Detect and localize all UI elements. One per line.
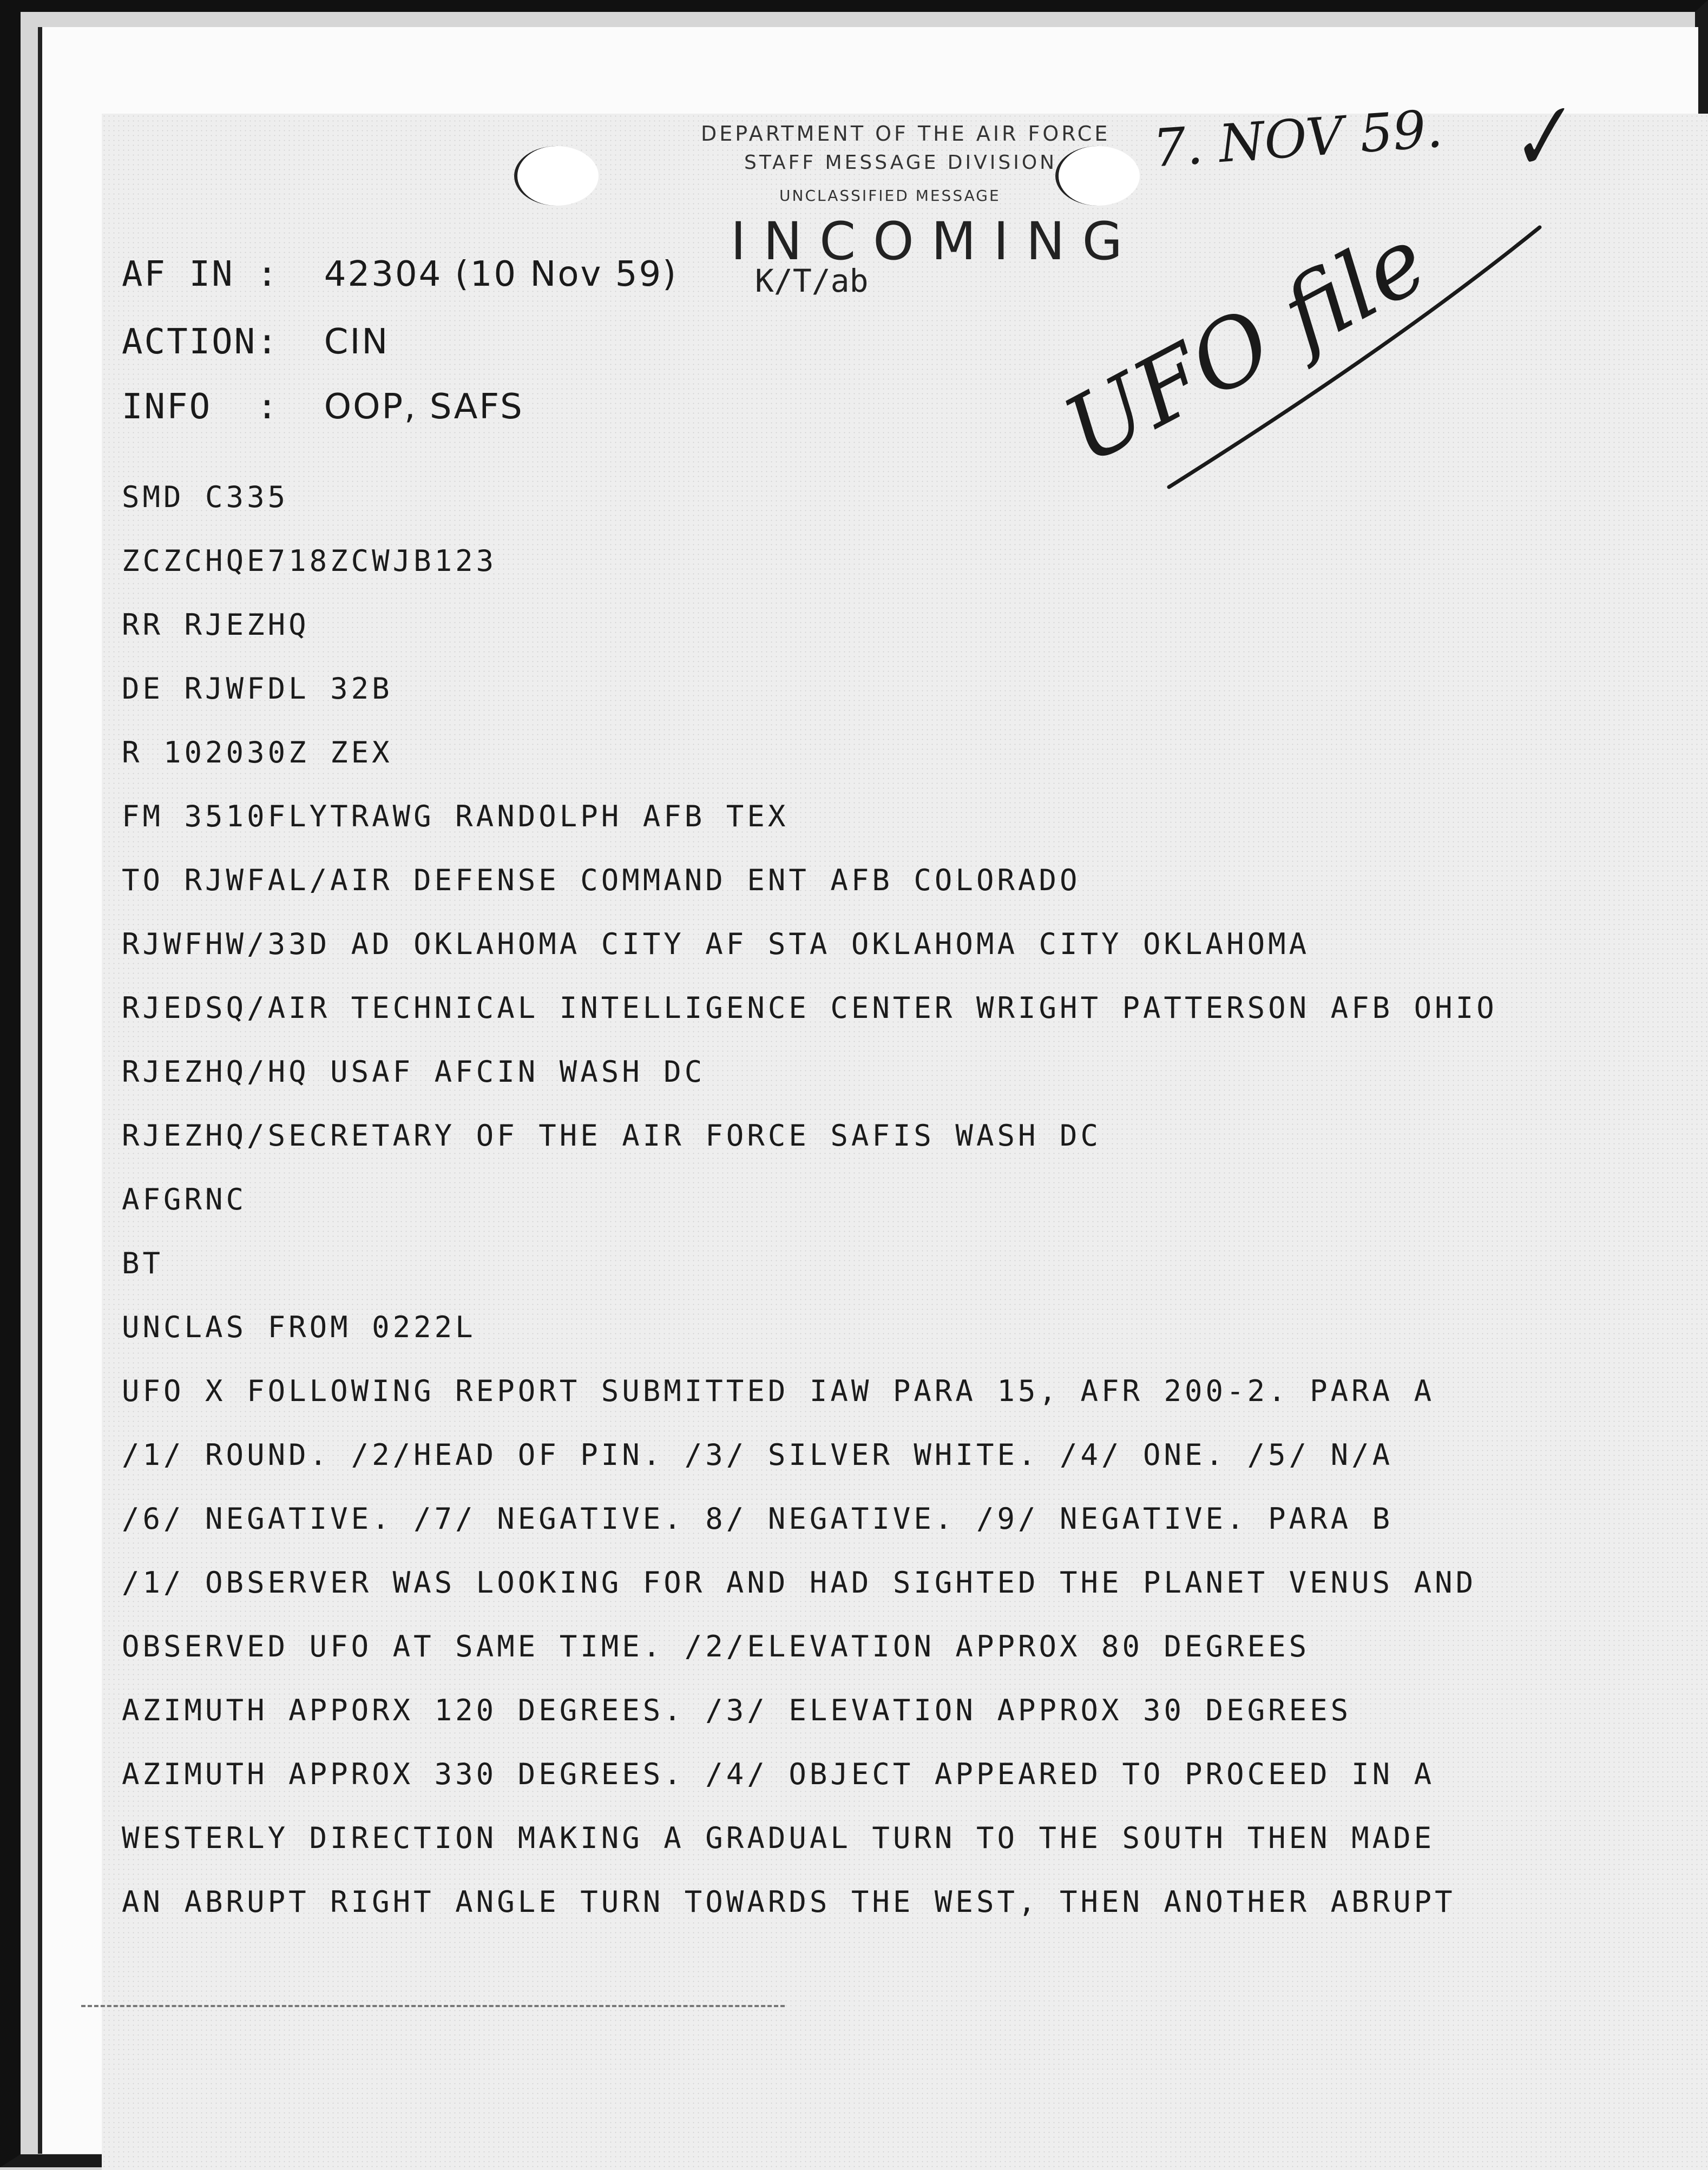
message-line: WESTERLY DIRECTION MAKING A GRADUAL TURN TO THE SOUTH THEN MADE <box>122 1821 1435 1855</box>
af-in-value: 42304 (10 Nov 59) <box>324 254 678 294</box>
incoming-stamp: INCOMING <box>731 211 1140 272</box>
handwritten-slash-line <box>1137 216 1548 498</box>
action-row <box>122 322 389 362</box>
af-in-label: AF IN : <box>122 254 279 294</box>
message-line: RJEZHQ/SECRETARY OF THE AIR FORCE SAFIS WASH DC <box>122 1119 1102 1153</box>
message-line: UFO X FOLLOWING REPORT SUBMITTED IAW PARA 15, AFR 200-2. PARA A <box>122 1374 1435 1408</box>
message-line: AZIMUTH APPORX 120 DEGREES. /3/ ELEVATION APPROX 30 DEGREES <box>122 1693 1352 1727</box>
message-line: BT <box>122 1246 164 1280</box>
message-line: /1/ OBSERVER WAS LOOKING FOR AND HAD SIGHTED THE PLANET VENUS AND <box>122 1566 1477 1600</box>
message-line: OBSERVED UFO AT SAME TIME. /2/ELEVATION APPROX 80 DEGREES <box>122 1629 1310 1663</box>
reference-code: K/T/ab <box>755 262 869 299</box>
handwritten-check-mark: ✓ <box>1493 84 1584 194</box>
message-line: RJEZHQ/HQ USAF AFCIN WASH DC <box>122 1055 706 1089</box>
division-header: STAFF MESSAGE DIVISION <box>744 152 1057 174</box>
message-line: RR RJEZHQ <box>122 608 310 642</box>
action-value: CIN <box>324 322 390 362</box>
message-line: /6/ NEGATIVE. /7/ NEGATIVE. 8/ NEGATIVE. /9/ NEGATIVE. PARA B <box>122 1502 1394 1536</box>
message-line: AFGRNC <box>122 1182 247 1216</box>
punch-hole-right <box>1055 146 1140 206</box>
classification-header: UNCLASSIFIED MESSAGE <box>779 187 1001 205</box>
message-line: TO RJWFAL/AIR DEFENSE COMMAND ENT AFB COLORADO <box>122 863 1081 897</box>
message-line: UNCLAS FROM 0222L <box>122 1310 476 1344</box>
message-line: ZCZCHQE718ZCWJB123 <box>122 544 497 578</box>
handwritten-ufo-file-note: UFO file <box>1047 206 1444 485</box>
af-in-row <box>122 254 678 294</box>
punch-hole-left <box>514 146 599 206</box>
info-label: INFO : <box>122 387 279 427</box>
info-value: OOP, SAFS <box>324 387 524 427</box>
message-line: /1/ ROUND. /2/HEAD OF PIN. /3/ SILVER WHITE. /4/ ONE. /5/ N/A <box>122 1438 1394 1472</box>
department-header: DEPARTMENT OF THE AIR FORCE <box>701 122 1111 146</box>
message-line: RJEDSQ/AIR TECHNICAL INTELLIGENCE CENTER WRIGHT PATTERSON AFB OHIO <box>122 991 1497 1025</box>
footer-dashed-line <box>81 2005 785 2007</box>
handwritten-date: 7. NOV 59. <box>1151 98 1444 179</box>
message-line: FM 3510FLYTRAWG RANDOLPH AFB TEX <box>122 799 789 833</box>
message-line: AZIMUTH APPROX 330 DEGREES. /4/ OBJECT APPEARED TO PROCEED IN A <box>122 1757 1435 1791</box>
info-row <box>122 387 524 427</box>
message-line: AN ABRUPT RIGHT ANGLE TURN TOWARDS THE WEST, THEN ANOTHER ABRUPT <box>122 1885 1456 1919</box>
message-line: DE RJWFDL 32B <box>122 672 393 706</box>
action-label: ACTION: <box>122 322 279 362</box>
message-line: RJWFHW/33D AD OKLAHOMA CITY AF STA OKLAHOMA CITY OKLAHOMA <box>122 927 1310 961</box>
message-line: R 102030Z ZEX <box>122 735 393 770</box>
message-line: SMD C335 <box>122 480 289 514</box>
